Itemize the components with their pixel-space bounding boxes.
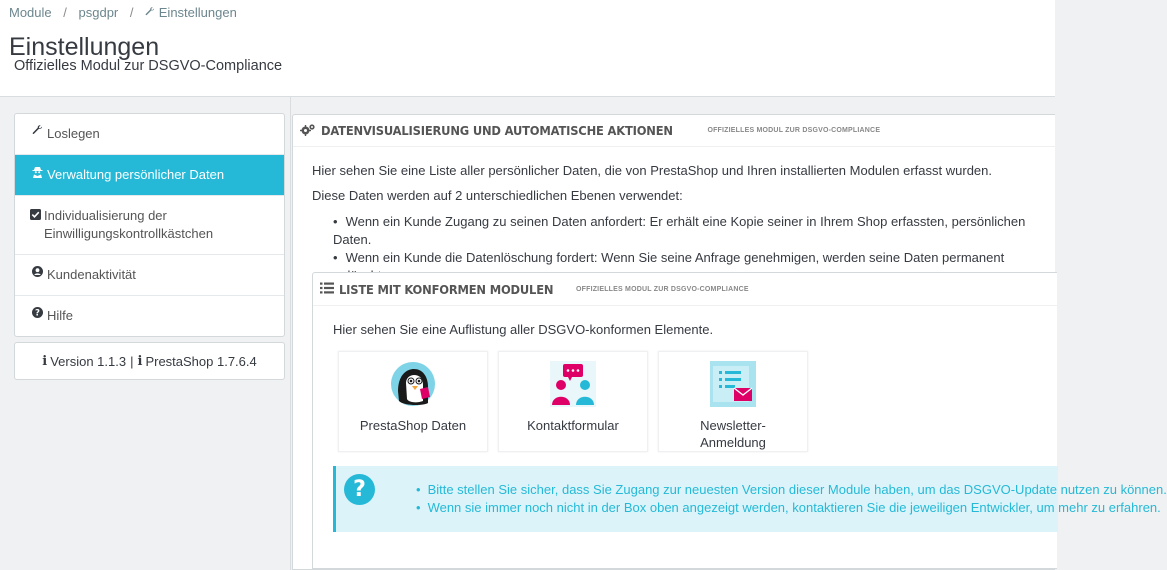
list-item: • Wenn ein Kunde Zugang zu seinen Daten anfordert: Er erhält eine Kopie seiner in Ihrem Shop erfassten, persönlichen Daten. [333,213,1055,249]
panel-heading [313,273,1057,306]
panel-subtitle: OFFIZIELLES MODUL ZUR DSGVO-COMPLIANCE [575,285,749,293]
module-version: Version 1.1.3 [50,353,127,369]
sidebar-item-label: Hilfe [47,308,74,323]
version-separator: | [130,353,134,369]
breadcrumb-separator: / [63,5,67,20]
info-alert [333,466,1167,532]
sidebar-item-loslegen[interactable] [15,114,284,155]
contact-form-icon [550,361,596,407]
sidebar-item-verwaltung[interactable] [15,155,284,196]
wrench-icon [145,5,159,20]
sidebar-item-hilfe[interactable] [15,296,284,336]
question-circle-icon: ? [344,474,375,505]
intro-text: Hier sehen Sie eine Liste aller persönlicher Daten, die von PrestaShop und Ihren installierten Modulen erfasst wurden. [312,163,992,178]
sidebar-item-label: Individualisierung der Einwilligungskontrollkästchen [44,208,214,241]
breadcrumb-module[interactable]: Module [9,5,52,20]
card-label: Newsletter-Anmeldung [700,418,766,450]
list-item: • Wenn sie immer noch nicht in der Box oben angezeigt werden, kontaktieren Sie die jeweiligen Entwickler, um mehr zu erfahren. [416,499,1167,517]
sidebar-menu [14,113,285,337]
panel-title: LISTE MIT KONFORMEN MODULEN [339,281,554,297]
modules-intro: Hier sehen Sie eine Auflistung aller DSGVO-konformen Elemente. [333,322,714,337]
data-visualization-panel [292,114,1167,570]
module-card-newsletter[interactable] [658,351,808,452]
prestashop-version: PrestaShop 1.7.6.4 [145,353,257,369]
breadcrumb-einstellungen: Einstellungen [158,5,237,20]
prestashop-logo-icon [390,361,436,407]
card-label: PrestaShop Daten [359,418,467,433]
version-box [14,342,285,380]
user-secret-icon [30,166,44,178]
list-icon [320,282,334,297]
info-icon: i [137,353,143,369]
card-label: Kontaktformular [527,418,619,433]
panel-heading [293,115,1055,147]
module-card-kontaktformular[interactable] [498,351,648,452]
panel-subtitle: OFFIZIELLES MODUL ZUR DSGVO-COMPLIANCE [707,127,881,134]
compliant-modules-panel [312,272,1167,569]
list-item: • Bitte stellen Sie sicher, dass Sie Zugang zur neuesten Version dieser Module haben, um das DSGVO-Update nutzen zu können. [416,481,1167,499]
module-card-prestashop[interactable] [338,351,488,452]
sidebar-item-individualisierung[interactable] [15,196,284,255]
question-circle-icon [30,307,44,318]
newsletter-icon [710,361,756,407]
wrench-icon [30,125,44,136]
svg-text:?: ? [34,308,40,319]
sidebar-item-label: Verwaltung persönlicher Daten [47,167,225,182]
sidebar-item-kundenaktivitaet[interactable] [15,255,284,296]
cogs-icon [300,123,316,139]
sidebar-item-label: Kundenaktivität [47,267,136,282]
panel-title: DATENVISUALISIERUNG UND AUTOMATISCHE AKTIONEN [321,123,673,138]
user-circle-icon [30,266,44,277]
page-header [0,0,1055,97]
breadcrumb [9,5,237,20]
divider [290,97,291,570]
page-subtitle: Offizielles Modul zur DSGVO-Compliance [14,58,283,74]
info-icon: i [42,353,48,369]
page-title: Einstellungen [9,33,160,61]
list-item: • Wenn ein Kunde die Datenlöschung fordert: Wenn Sie seine Anfrage genehmigen, werden seine Daten permanent [333,249,1055,285]
breadcrumb-separator: / [129,5,134,20]
sidebar-item-label: Loslegen [47,126,100,141]
alert-list [416,481,1167,517]
intro-text-2: Diese Daten werden auf 2 unterschiedlichen Ebenen verwendet: [312,188,683,203]
breadcrumb-psgdpr[interactable]: psgdpr [78,5,119,20]
